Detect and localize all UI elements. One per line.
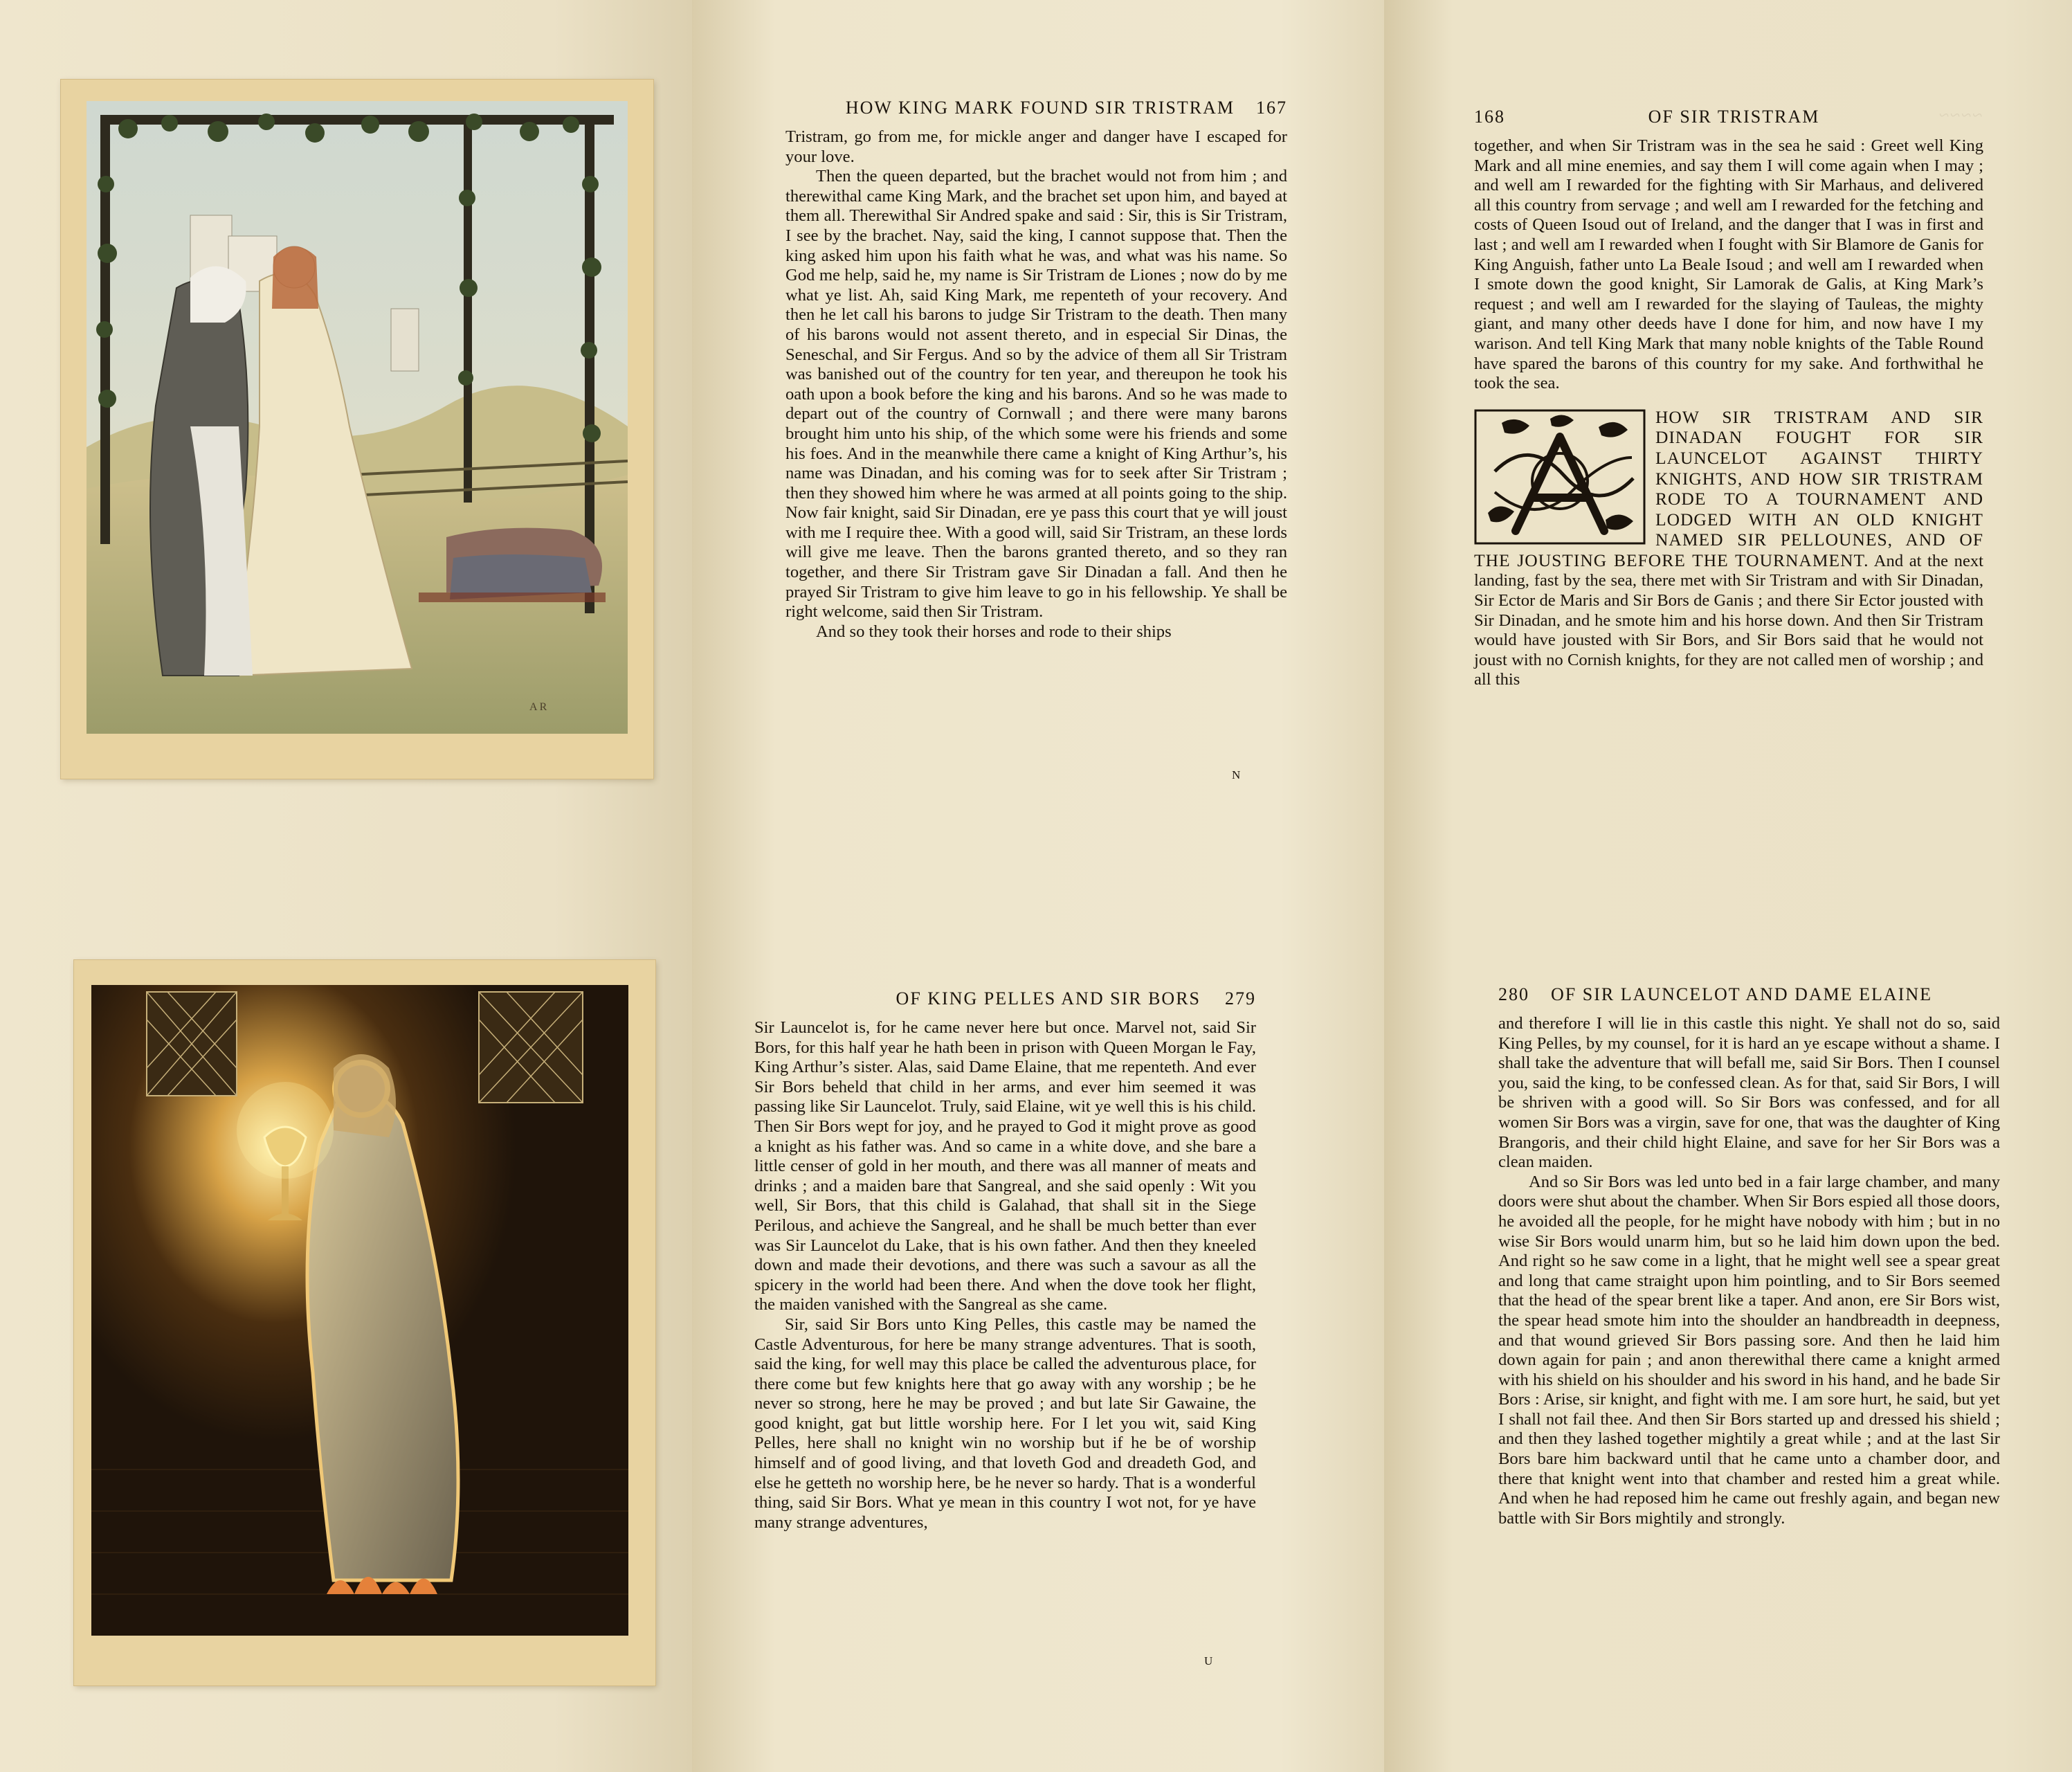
paragraph: Sir Launcelot is, for he came never here but once. Marvel not, said Sir Bors, for this half year he hath been in prison with Queen Morgan le Fay, King Arthur’s sister. Alas, said Dame Elaine, that me repenteth. And ever Sir Bors beheld that child in her arms, and ever him seemed it was passing like Sir Launcelot. Truly, said Elaine, wit ye well this is his child. Then Sir Bors wept for joy, and he prayed to God it might prove as good a knight as his father was. And so came in a white dove, and she bare a little censer of gold in her mouth, and there was all manner of meats and drinks ; and a maiden bare that Sangreal, and she said openly : Wit you well, Sir Bors, that this child is Galahad, that shall sit in the Siege Perilous, and achieve the Sangreal, and he shall be much better than ever was Sir Launcelot du Lake, that is his own father. And then they kneeled down and made their devotions, and there was such a savour as all the spicery in the world had been there. And when the dove took her flight, the maiden vanished with the Sangreal as she came. [754,1018,1256,1314]
page-heading: OF SIR TRISTRAM [1648,107,1820,127]
folio: 279 [1225,988,1256,1009]
running-head-279 [754,988,1256,1010]
text-leaf-bottom-right [1384,886,2072,1772]
paragraph: and therefore I will lie in this castle this night. Ye shall not do so, said King Pelles, by my counsel, for it is hard an ye escape without a shame. I shall take the adventure that will befall me, said Sir Bors. Then I counsel you, said the king, to be confessed clean. As for that, said Sir Bors, I will be shriven with a good will. So Sir Bors was confessed, and for all women Sir Bors was a virgin, save for one, that was the daughter of King Brangoris, and their child hight Elaine, and save for her Sir Bors was a clean maiden. [1498,1014,2000,1172]
paragraph: Then the queen departed, but the brachet would not from him ; and therewithal came King Mark, and the brachet set upon him, and bayed at them all. Therewithal Sir Andred spake and said : Sir, this is Sir Tristram, I see by the brachet. Nay, said the king, I cannot suppose that. Then the king asked him upon his faith what he was, and what was his name. So God me help, said he, my name is Sir Tristram de Liones ; now do by me what ye list. Ah, said King Mark, me repenteth of your recovery. And then he let call his barons to judge Sir Tristram to the death. Then many of his barons would not assent thereto, and in especial Sir Dinas, the Seneschal, and Sir Fergus. And so by the advice of them all Sir Tristram was banished out of the country for ten year, and thereupon he took his oath upon a book before the king and his barons. And so he was made to depart out of the country of Cornwall ; and there were many barons brought him unto his ship, of the which some were his friends and some his foes. And in the meanwhile there came a knight of King Arthur’s, his name was Dinadan, and his coming was for to seek after Sir Tristram ; then they showed him where he was armed at all points going to the ship. Now fair knight, said Sir Dinadan, ere ye pass this court that ye will joust with me I require thee. With a good will, said Sir Tristram, an these lords will give me leave. Then the barons granted thereto, and so they ran together, and there Sir Tristram gave Sir Dinadan a fall. And then he prayed Sir Tristram to give him leave to go in his fellowship. Ye shall be right welcome, said then Sir Tristram. [785,167,1287,622]
folio: 168 [1474,107,1505,127]
page-heading: OF SIR LAUNCELOT AND DAME ELAINE [1551,984,1933,1004]
text-leaf-bottom-left [692,886,1384,1772]
running-head-280 [1498,984,2000,1006]
page-heading: OF KING PELLES AND SIR BORS [896,988,1201,1009]
page-168 [1474,106,1983,690]
body-text-279 [754,1018,1256,1533]
paragraph: And so they took their horses and rode to their ships [816,622,1172,641]
page-167 [785,97,1287,642]
bottom-spread [0,886,2072,1772]
paragraph: Sir, said Sir Bors unto King Pelles, this castle may be named the Castle Adventurous, for here be many strange adventures. That is sooth, said the king, for well may this place be called the adventurous place, for there come but few knights here that go away with any worship ; be he never so strong, here he may be proved ; and but late Sir Gawaine, the good knight, gat but little worship here. For I let you wit, said King Pelles, here shall no knight win no worship but if he be of worship himself and of good living, and that loveth God and dreadeth God, and else he getteth no worship here, be he never so hardy. That is a wonderful thing, said Sir Bors. What ye mean in this country I wot not, for ye have many strange adventures, [754,1314,1256,1532]
folio: 280 [1498,984,1529,1004]
paragraph: together, and when Sir Tristram was in the sea he said : Greet well King Mark and all mine enemies, and say them I will come again when I may ; and well am I rewarded for the fighting with Sir Marhaus, and delivered all this country from servage ; and well am I rewarded for the fetching and costs of Queen Isoud out of Ireland, and the danger that I was in first and last ; and well am I rewarded when I fought with Sir Blamore de Ganis for King Anguish, father unto La Beale Isoud ; and well am I rewarded when I smote down the good knight, Sir Lamorak de Galis, at King Mark’s request ; and well am I rewarded for the slaying of Tauleas, the mighty giant, and many other deeds have I done for him, and now have I my warison. And tell King Mark that many noble knights of the Table Round have spared the barons of this country for my sake. And forthwithal he took the sea. [1474,136,1983,393]
chapter-heading: HOW SIR TRISTRAM AND SIR DINADAN FOUGHT FOR SIR LAUNCELOT AGAINST THIRTY KNIGHTS, AND HOW SIR TRISTRAM RODE TO A TOURNAMENT AND LODGED WITH AN OLD KNIGHT NAMED SIR PELLOUNES, AND OF THE JOUSTING BEFORE THE TOURNAMENT. [1474,406,1983,570]
signature-mark: N [1232,768,1242,781]
page-280 [1498,984,2000,1528]
running-head-168 [1474,106,1983,128]
chapter-text: And at the next landing, fast by the sea, there met with Sir Tristram and with Sir Dinadan, Sir Ector de Maris and Sir Bors de Ganis ; and there Sir Ector jousted with Sir Dinadan, and he smote him and his horse down. And then Sir Tristram would have jousted with Sir Bors, and Sir Bors said that he would not joust with no Cornish knights, for they are not called men of worship ; and all this [1474,551,1984,689]
body-text-168 [1474,136,1983,690]
running-head-167 [785,97,1287,119]
page-279 [754,988,1256,1533]
page-heading: HOW KING MARK FOUND SIR TRISTRAM [845,98,1235,118]
plate-leaf-bottom [0,886,692,1772]
signature-mark: U [1204,1654,1214,1667]
illustration-grail-maiden [91,985,628,1636]
illustration-tristram-isoud [87,101,628,734]
plate-leaf-top [0,0,692,886]
decorated-initial-a-icon [1474,409,1646,545]
show-through: ~~~~ [1938,105,1983,125]
folio: 167 [1256,98,1287,118]
paragraph: Tristram, go from me, for mickle anger and danger have I escaped for your love. [785,127,1287,166]
svg-text:A R: A R [529,701,547,713]
text-leaf-top-right [1384,0,2072,886]
body-text-167 [785,127,1287,642]
text-leaf-top-left [692,0,1384,886]
chapter-opening [1474,408,1983,690]
body-text-280 [1498,1014,2000,1528]
paragraph: And so Sir Bors was led unto bed in a fair large chamber, and many doors were shut about the chamber. When Sir Bors espied all those doors, he avoided all the people, for he might have nobody with him ; but in no wise Sir Bors would unarm him, but so he laid him down upon the bed. And right so he saw come in a light, that he might well see a spear great and long that came straight upon him pointling, and to Sir Bors seemed that the head of the spear brent like a taper. And anon, ere Sir Bors wist, the spear head smote him into the shoulder an handbreadth in deepness, and that wound grieved Sir Bors passing sore. And then he laid him down again for pain ; and anon therewithal there came a knight armed with his shield on his shoulder and his sword in his hand, and he bade Sir Bors : Arise, sir knight, and fight with me. I am sore hurt, he said, but yet I shall not fail thee. And then Sir Bors started up and dressed his shield ; and then they lashed together mightily a great while ; and at the last Sir Bors bare him backward until that he came unto a chamber door, and there that knight went into that chamber and rested him a great while. And when he had reposed him he came out freshly again, and began new battle with Sir Bors mightily and strongly. [1498,1172,2000,1528]
